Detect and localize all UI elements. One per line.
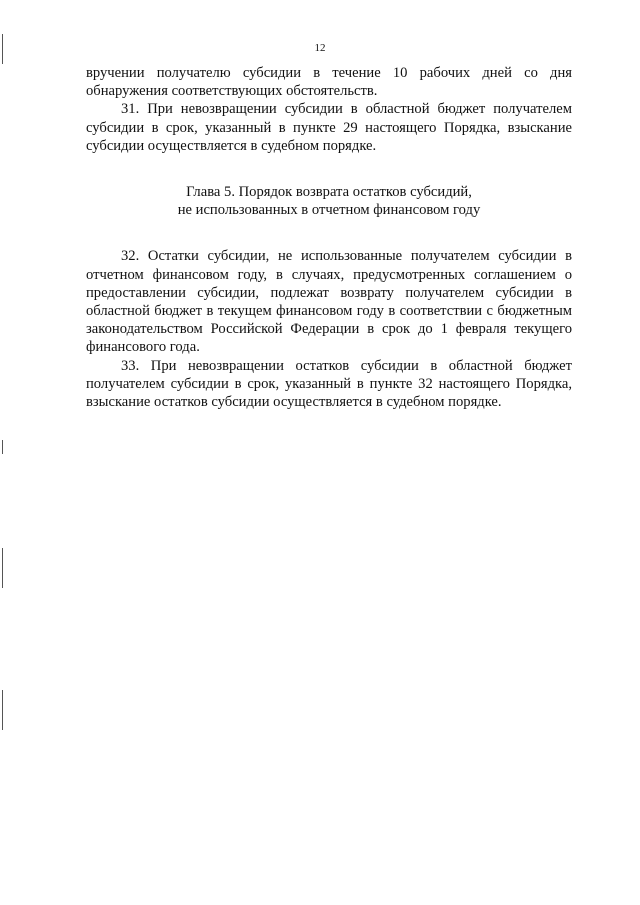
document-body — [86, 64, 572, 411]
paragraph-30-continuation: вручении получателю субсидии в течение 10 рабочих дней со дня обнаружения соответствующих обстоятельств. — [86, 65, 572, 100]
paragraph-33: 33. При невозвращении остатков субсидии в областной бюджет получателем субсидии в срок, указанный в пункте 32 настоящего Порядка, взыскание остатков субсидии осуществляется в судебном порядке. — [86, 357, 572, 411]
paragraph-32: 32. Остатки субсидии, не использованные получателем субсидии в отчетном финансовом году, в случаях, предусмотренных соглашением о предоставлении субсидии, подлежат возврату получателем субсидии в областной бюджет в текущем финансовом году в соответствии с бюджетным законодательством Российской Федерации в срок до 1 февраля текущего финансового года. — [86, 248, 572, 356]
scan-edge-mark — [2, 690, 3, 730]
paragraph-31: 31. При невозвращении субсидии в областной бюджет получателем субсидии в срок, указанный в пункте 29 настоящего Порядка, взыскание субсидии осуществляется в судебном порядке. — [86, 101, 572, 154]
scan-edge-mark — [2, 548, 3, 588]
chapter-heading — [86, 183, 572, 219]
chapter-heading-line-2: не использованных в отчетном финансовом году — [177, 202, 481, 219]
scan-edge-mark — [2, 440, 3, 454]
page-number: 12 — [314, 42, 326, 54]
chapter-heading-line-1: Глава 5. Порядок возврата остатков субсидий, — [186, 184, 472, 201]
